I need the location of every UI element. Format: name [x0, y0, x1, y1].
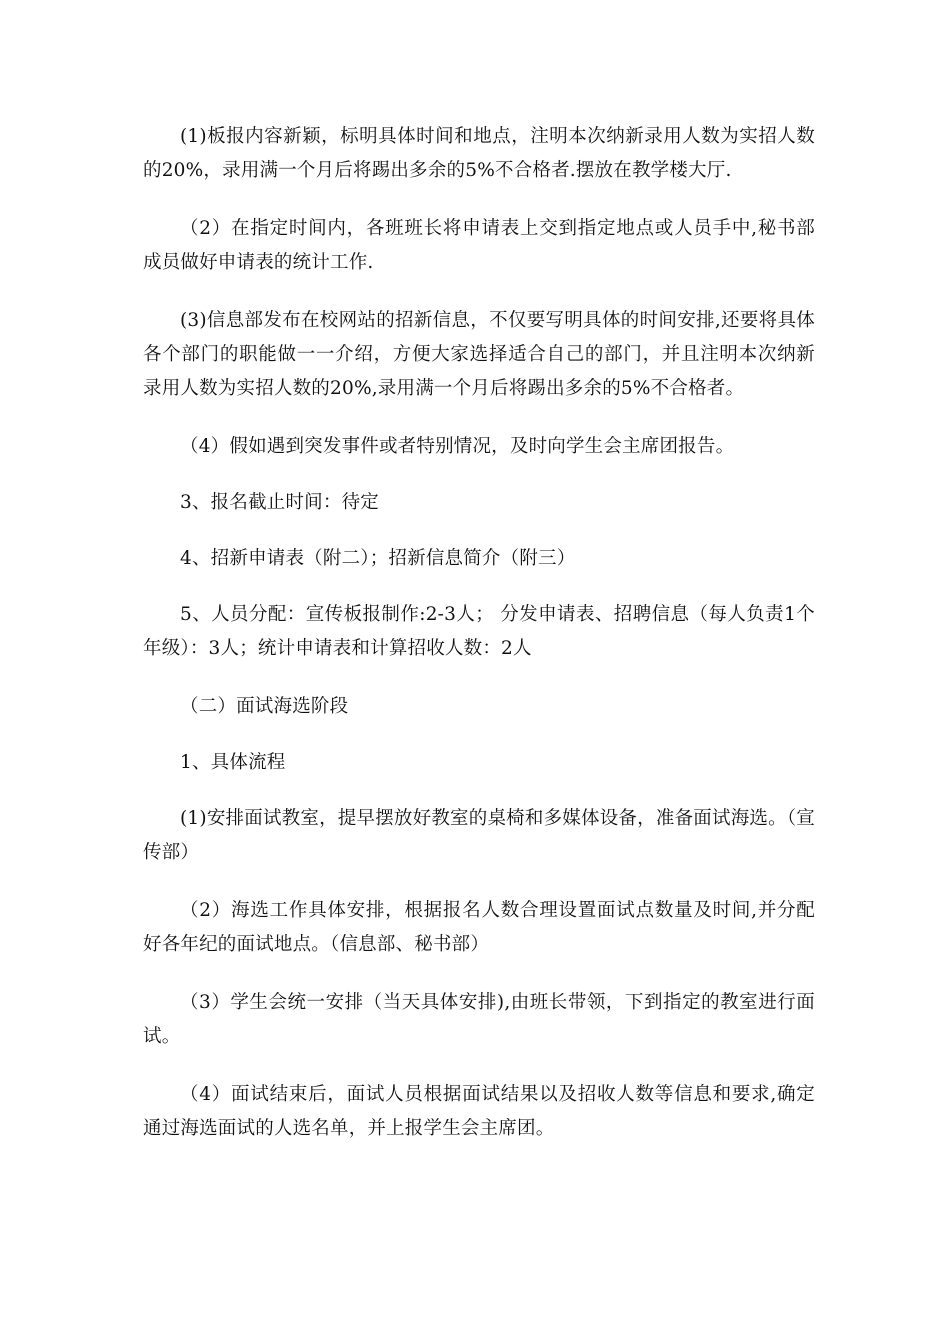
paragraph-emergency: （4）假如遇到突发事件或者特别情况，及时向学生会主席团报告。 [180, 436, 735, 457]
section-heading-interview: （二）面试海选阶段 [180, 696, 349, 717]
document-body [143, 120, 815, 1170]
paragraph-board-content: (1)板报内容新颖，标明具体时间和地点，注明本次纳新录用人数为实招人数的20%，录用满一个月后将踢出多余的5%不合格者.摆放在教学楼大厅. [143, 126, 815, 181]
paragraph-website-info: (3)信息部发布在校网站的招新信息，不仅要写明具体的时间安排,还要将具体各个部门的职能做一一介绍，方便大家选择适合自己的部门，并且注明本次纳新录用人数为实招人数的20%,录用满一个月后将踢出多余的5%不合格者。 [143, 310, 815, 399]
paragraph-unified-arrangement: （3）学生会统一安排（当天具体安排),由班长带领，下到指定的教室进行面试。 [143, 992, 815, 1047]
paragraph-interview-results: （4）面试结束后，面试人员根据面试结果以及招收人数等信息和要求,确定通过海选面试的人选名单，并上报学生会主席团。 [143, 1084, 815, 1139]
paragraph-audition-schedule: （2）海选工作具体安排，根据报名人数合理设置面试点数量及时间,并分配好各年纪的面试地点。（信息部、秘书部） [143, 900, 815, 955]
paragraph-forms-attachments: 4、招新申请表（附二）；招新信息简介（附三） [180, 548, 576, 569]
paragraph-arrange-classroom: (1)安排面试教室，提早摆放好教室的桌椅和多媒体设备，准备面试海选。（宣传部） [143, 808, 815, 863]
subsection-heading-process: 1、具体流程 [180, 752, 286, 773]
paragraph-deadline: 3、报名截止时间：待定 [180, 492, 379, 513]
paragraph-submit-forms: （2）在指定时间内，各班班长将申请表上交到指定地点或人员手中,秘书部成员做好申请表的统计工作. [143, 218, 815, 273]
paragraph-staff-allocation: 5、人员分配：宣传板报制作:2-3人； 分发申请表、招聘信息（每人负责1个年级）：3人；统计申请表和计算招收人数：2人 [143, 604, 815, 659]
